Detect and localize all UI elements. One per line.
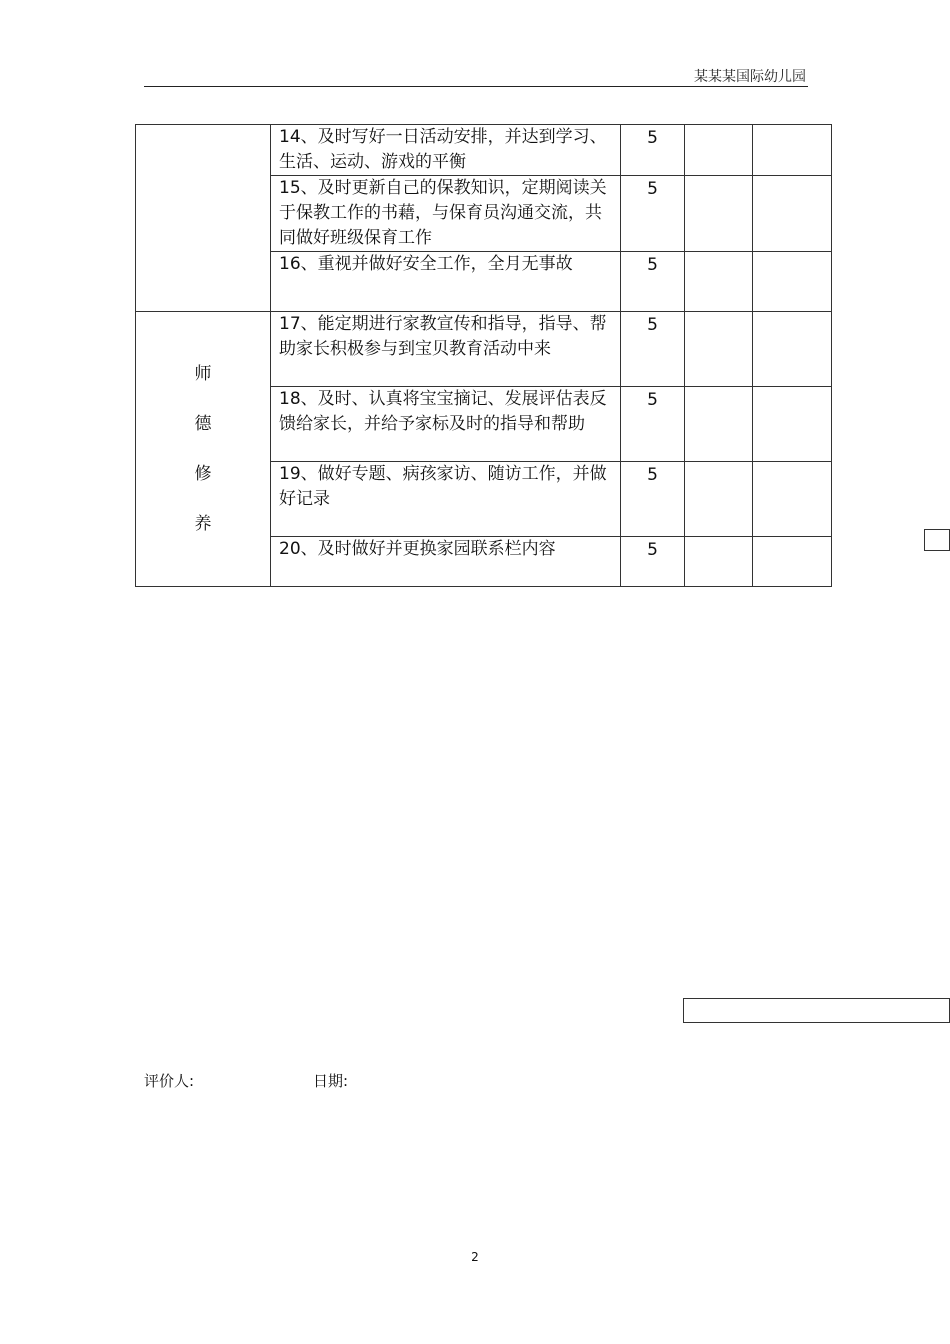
header-divider <box>144 86 808 87</box>
self-score-cell <box>685 125 753 176</box>
item-text: 15、及时更新自己的保教知识，定期阅读关于保教工作的书藉，与保育员沟通交流，共同做好班级保育工作 <box>271 176 621 252</box>
evaluation-cell <box>753 176 832 252</box>
item-text: 14、及时写好一日活动安排，并达到学习、生活、运动、游戏的平衡 <box>271 125 621 176</box>
category-cell-teacher-ethics <box>136 312 271 587</box>
score-value: 5 <box>621 252 685 312</box>
item-text: 20、及时做好并更换家园联系栏内容 <box>271 537 621 587</box>
evaluation-table <box>135 124 832 587</box>
table-row <box>136 312 832 387</box>
score-value: 5 <box>621 176 685 252</box>
score-value: 5 <box>621 537 685 587</box>
category-cell <box>136 125 271 312</box>
date-label: 日期: <box>313 1072 349 1090</box>
evaluation-cell <box>753 312 832 387</box>
self-score-cell <box>685 312 753 387</box>
score-value: 5 <box>621 462 685 537</box>
score-value: 5 <box>621 125 685 176</box>
category-char: 养 <box>194 514 212 534</box>
item-text: 17、能定期进行家教宣传和指导，指导、帮助家长积极参与到宝贝教育活动中来 <box>271 312 621 387</box>
category-char: 德 <box>194 414 212 434</box>
item-text: 18、及时、认真将宝宝摘记、发展评估表反馈给家长，并给予家标及时的指导和帮助 <box>271 387 621 462</box>
self-score-cell <box>685 252 753 312</box>
self-score-cell <box>685 462 753 537</box>
evaluator-label: 评价人: <box>144 1072 195 1090</box>
evaluation-cell <box>753 537 832 587</box>
self-score-cell <box>685 176 753 252</box>
item-text: 16、重视并做好安全工作，全月无事故 <box>271 252 621 312</box>
evaluation-cell <box>753 387 832 462</box>
self-score-cell <box>685 387 753 462</box>
evaluation-cell <box>753 125 832 176</box>
score-value: 5 <box>621 387 685 462</box>
evaluation-cell <box>753 462 832 537</box>
category-char: 师 <box>194 364 212 384</box>
evaluation-cell <box>753 252 832 312</box>
self-score-cell <box>685 537 753 587</box>
score-value: 5 <box>621 312 685 387</box>
table-row <box>136 125 832 176</box>
header-org-name: 某某某国际幼儿园 <box>694 69 806 85</box>
page-number: 2 <box>471 1250 479 1264</box>
side-box <box>924 529 950 551</box>
category-char: 修 <box>194 464 212 484</box>
item-text: 19、做好专题、病孩家访、随访工作，并做好记录 <box>271 462 621 537</box>
total-box <box>683 998 950 1023</box>
